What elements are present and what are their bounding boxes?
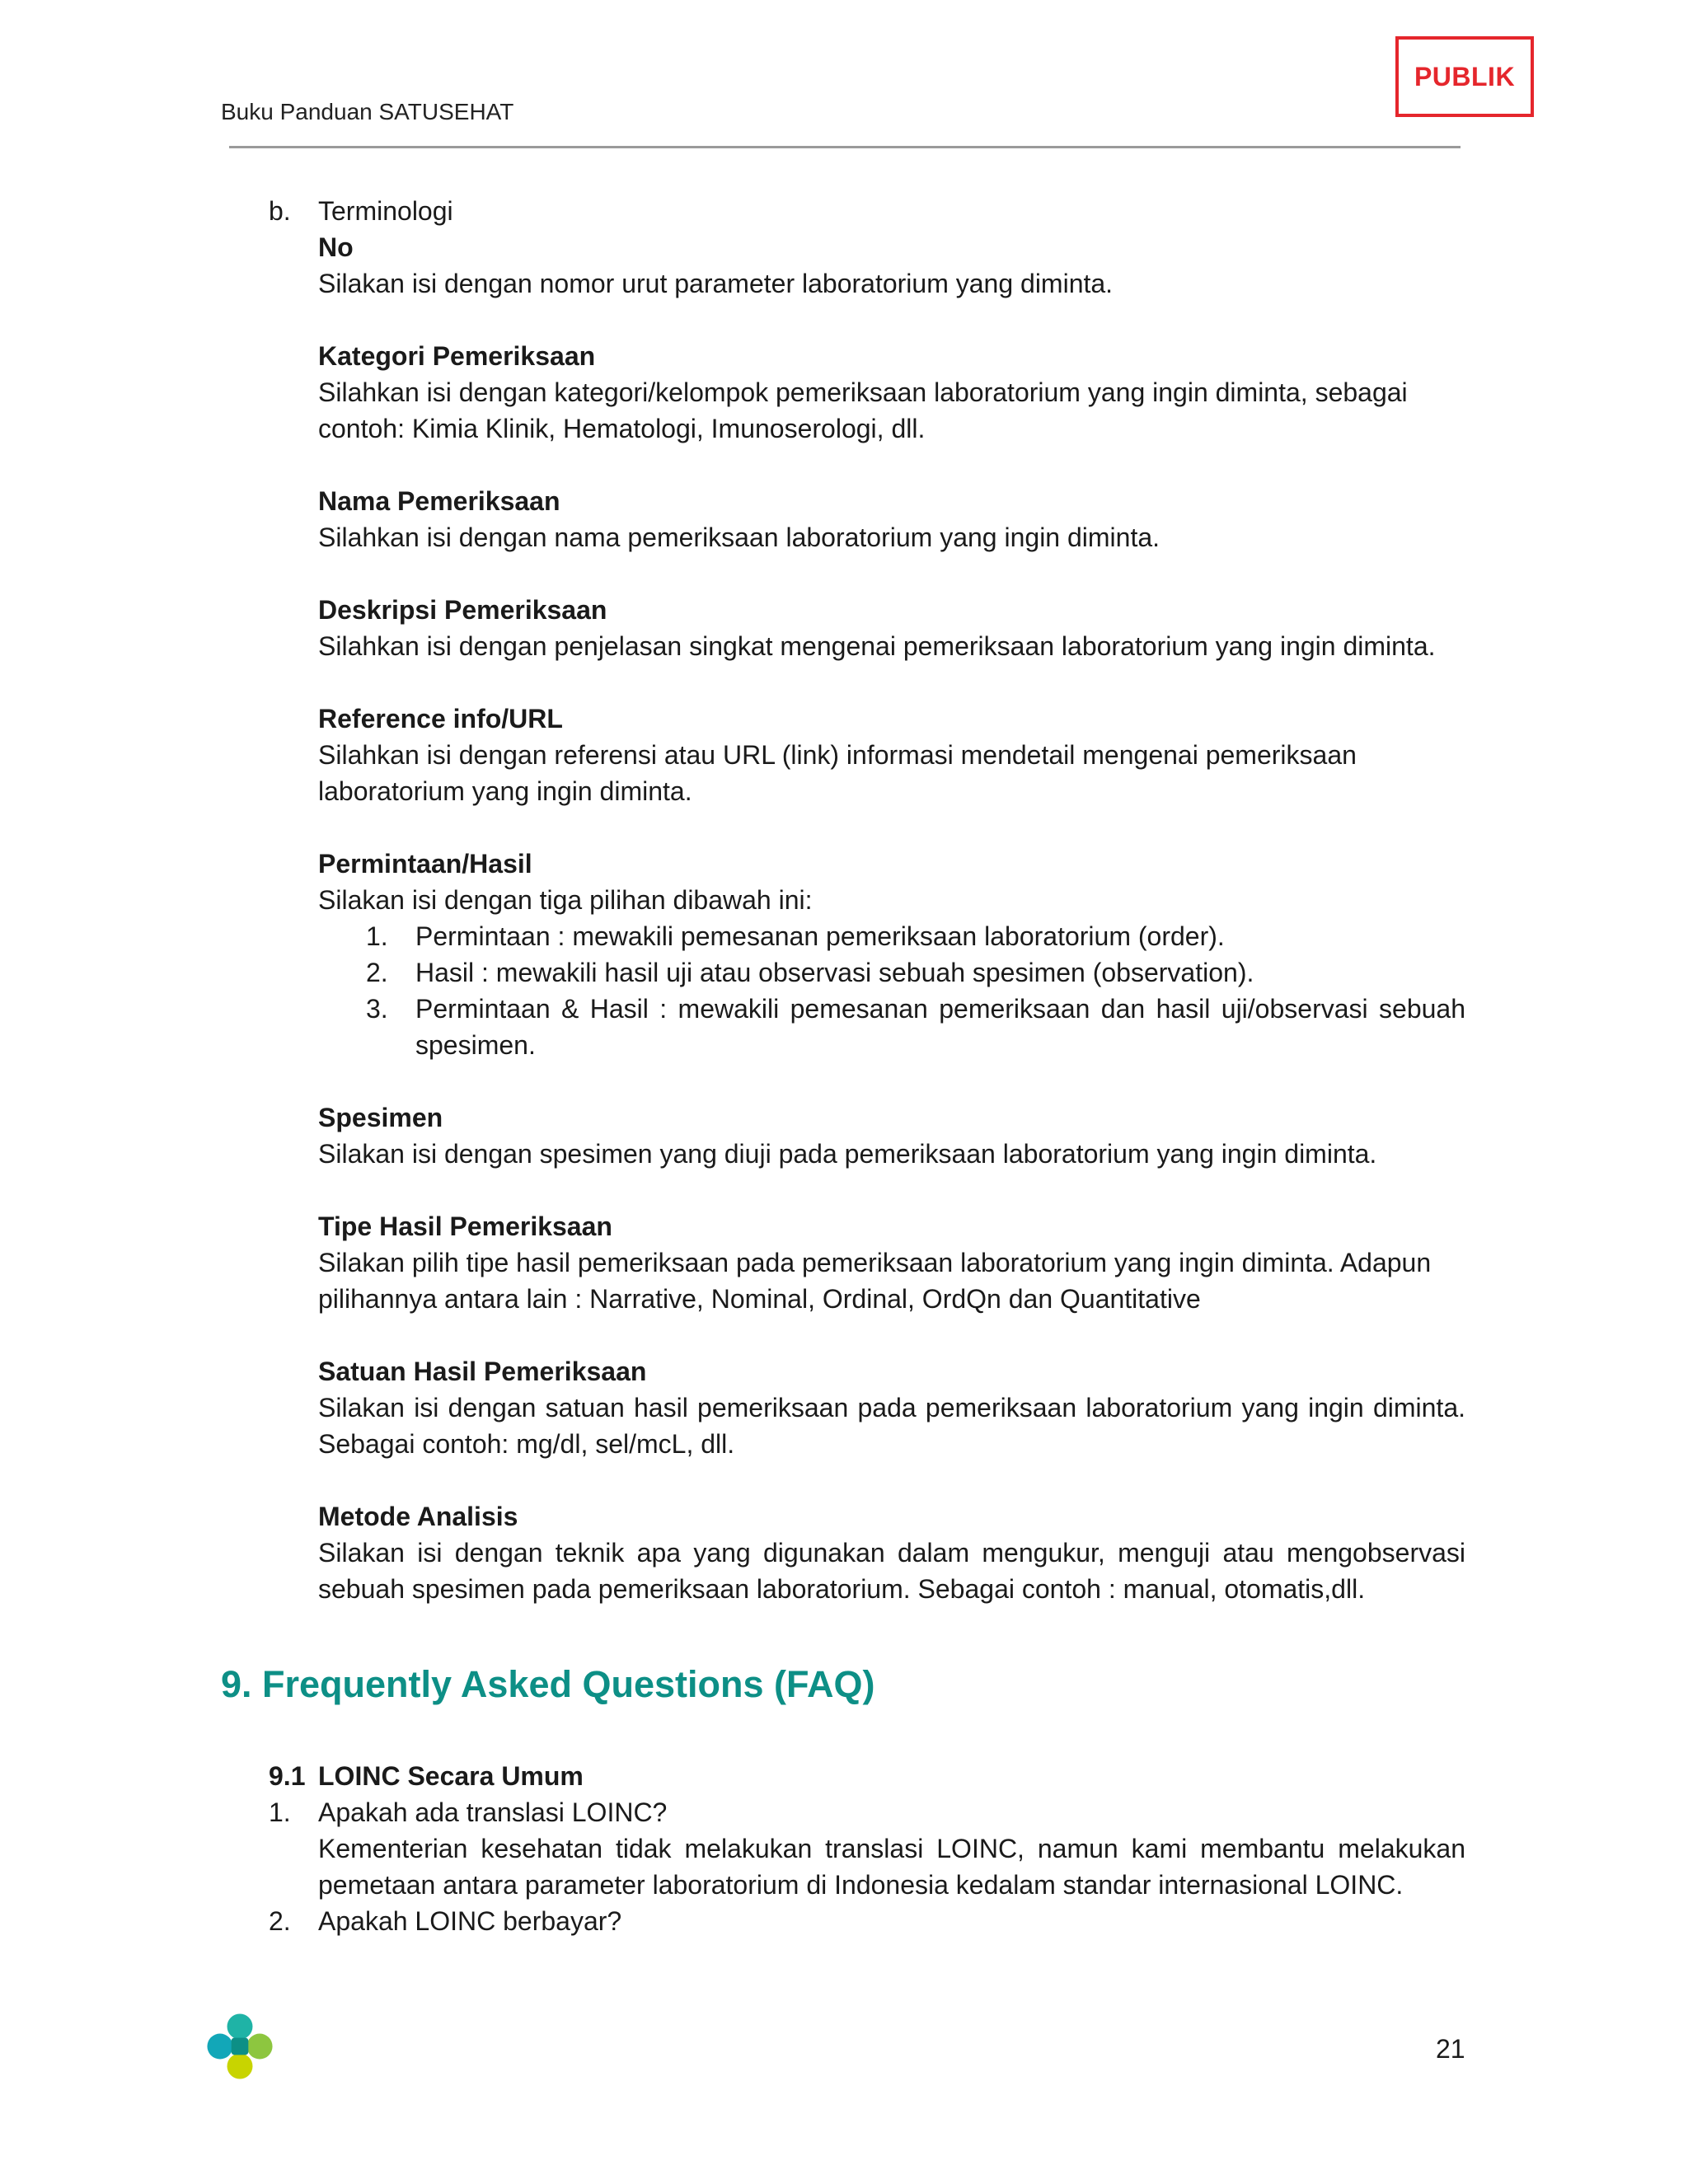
list-item-text: Hasil : mewakili hasil uji atau observasi sebuah spesimen (observation). [415, 958, 1254, 987]
field-tipe-hasil-pemeriksaan [318, 1208, 1465, 1317]
faq-section-heading: 9. Frequently Asked Questions (FAQ) [221, 1663, 875, 1705]
question-text: Apakah ada translasi LOINC? [318, 1797, 668, 1827]
field-nama-pemeriksaan [318, 483, 1465, 555]
field-title: Satuan Hasil Pemeriksaan [318, 1357, 647, 1386]
field-title: Permintaan/Hasil [318, 849, 532, 879]
faq-question-item [269, 1903, 1465, 1939]
field-description: Silakan isi dengan nomor urut parameter laboratorium yang diminta. [318, 269, 1114, 298]
field-description: Silahkan isi dengan referensi atau URL (link) informasi mendetail mengenai pemeriksaan laboratorium yang ingin diminta. [318, 740, 1357, 806]
publik-badge: PUBLIK [1395, 36, 1534, 117]
field-description: Silakan isi dengan tiga pilihan dibawah ini: [318, 885, 813, 915]
field-no [318, 229, 1465, 302]
field-title: No [318, 232, 354, 262]
section-b-title: Terminologi [318, 196, 453, 226]
field-title: Kategori Pemeriksaan [318, 341, 596, 371]
permintaan-hasil-options [318, 918, 1465, 1063]
faq-section [269, 1758, 1465, 1939]
field-title: Nama Pemeriksaan [318, 486, 560, 516]
field-permintaan-hasil [318, 846, 1465, 1063]
subsection-number: 9.1 [269, 1761, 306, 1791]
field-reference-info-url [318, 701, 1465, 809]
field-title: Spesimen [318, 1103, 443, 1132]
field-description: Silakan pilih tipe hasil pemeriksaan pada pemeriksaan laboratorium yang ingin diminta. Adapun pilihannya antara lain : Narrative, Nominal, Ordinal, OrdQn dan Quantitative [318, 1248, 1432, 1314]
logo-petal-yellow [227, 2054, 253, 2079]
list-number: 3. [366, 994, 388, 1024]
logo-center [232, 2038, 249, 2055]
section-b-item [269, 193, 1465, 1607]
logo-petal-teal [227, 2013, 253, 2039]
answer-text: Kementerian kesehatan tidak melakukan translasi LOINC, namun kami membantu melakukan pemetaan antara parameter laboratorium di Indonesia kedalam standar internasional LOINC. [318, 1834, 1465, 1900]
field-description: Silahkan isi dengan kategori/kelompok pemeriksaan laboratorium yang ingin diminta, sebagai contoh: Kimia Klinik, Hematologi, Imunoserologi, dll. [318, 377, 1408, 443]
field-title: Deskripsi Pemeriksaan [318, 595, 607, 625]
field-description: Silakan isi dengan spesimen yang diuji pada pemeriksaan laboratorium yang ingin diminta. [318, 1139, 1377, 1169]
question-number: 2. [269, 1906, 291, 1936]
header-divider [229, 146, 1461, 148]
logo-petal-cyan [207, 2034, 232, 2060]
list-item-text: Permintaan & Hasil : mewakili pemesanan pemeriksaan dan hasil uji/observasi sebuah spesimen. [415, 994, 1465, 1060]
kemenkes-logo-icon [204, 2011, 275, 2082]
question-text: Apakah LOINC berbayar? [318, 1906, 622, 1936]
document-header-title: Buku Panduan SATUSEHAT [221, 99, 514, 124]
field-kategori-pemeriksaan [318, 338, 1465, 447]
field-description: Silakan isi dengan teknik apa yang digunakan dalam mengukur, menguji atau mengobservasi sebuah spesimen pada pemeriksaan laboratorium. Sebagai contoh : manual, otomatis,dll. [318, 1538, 1465, 1604]
question-number: 1. [269, 1797, 291, 1827]
list-item-text: Permintaan : mewakili pemesanan pemeriksaan laboratorium (order). [415, 921, 1225, 951]
field-deskripsi-pemeriksaan [318, 592, 1465, 664]
field-spesimen [318, 1099, 1465, 1172]
field-title: Reference info/URL [318, 704, 563, 733]
section-b-terminologi [269, 193, 1465, 1607]
list-item [318, 918, 1465, 954]
list-marker: b. [269, 196, 291, 226]
logo-petal-green [247, 2034, 273, 2060]
list-number: 1. [366, 921, 388, 951]
field-satuan-hasil-pemeriksaan [318, 1353, 1465, 1462]
field-description: Silahkan isi dengan nama pemeriksaan laboratorium yang ingin diminta. [318, 523, 1160, 552]
subsection-title: LOINC Secara Umum [318, 1761, 584, 1791]
field-description: Silakan isi dengan satuan hasil pemeriksaan pada pemeriksaan laboratorium yang ingin diminta. Sebagai contoh: mg/dl, sel/mcL, dll. [318, 1393, 1465, 1459]
faq-subsection-heading [269, 1758, 1465, 1794]
field-title: Metode Analisis [318, 1502, 518, 1531]
list-number: 2. [366, 958, 388, 987]
field-metode-analisis [318, 1498, 1465, 1607]
field-title: Tipe Hasil Pemeriksaan [318, 1212, 612, 1241]
page-number: 21 [1436, 2034, 1465, 2064]
list-item [318, 954, 1465, 991]
faq-question-item [269, 1794, 1465, 1903]
list-item [318, 991, 1465, 1063]
field-description: Silahkan isi dengan penjelasan singkat mengenai pemeriksaan laboratorium yang ingin diminta. [318, 631, 1436, 661]
